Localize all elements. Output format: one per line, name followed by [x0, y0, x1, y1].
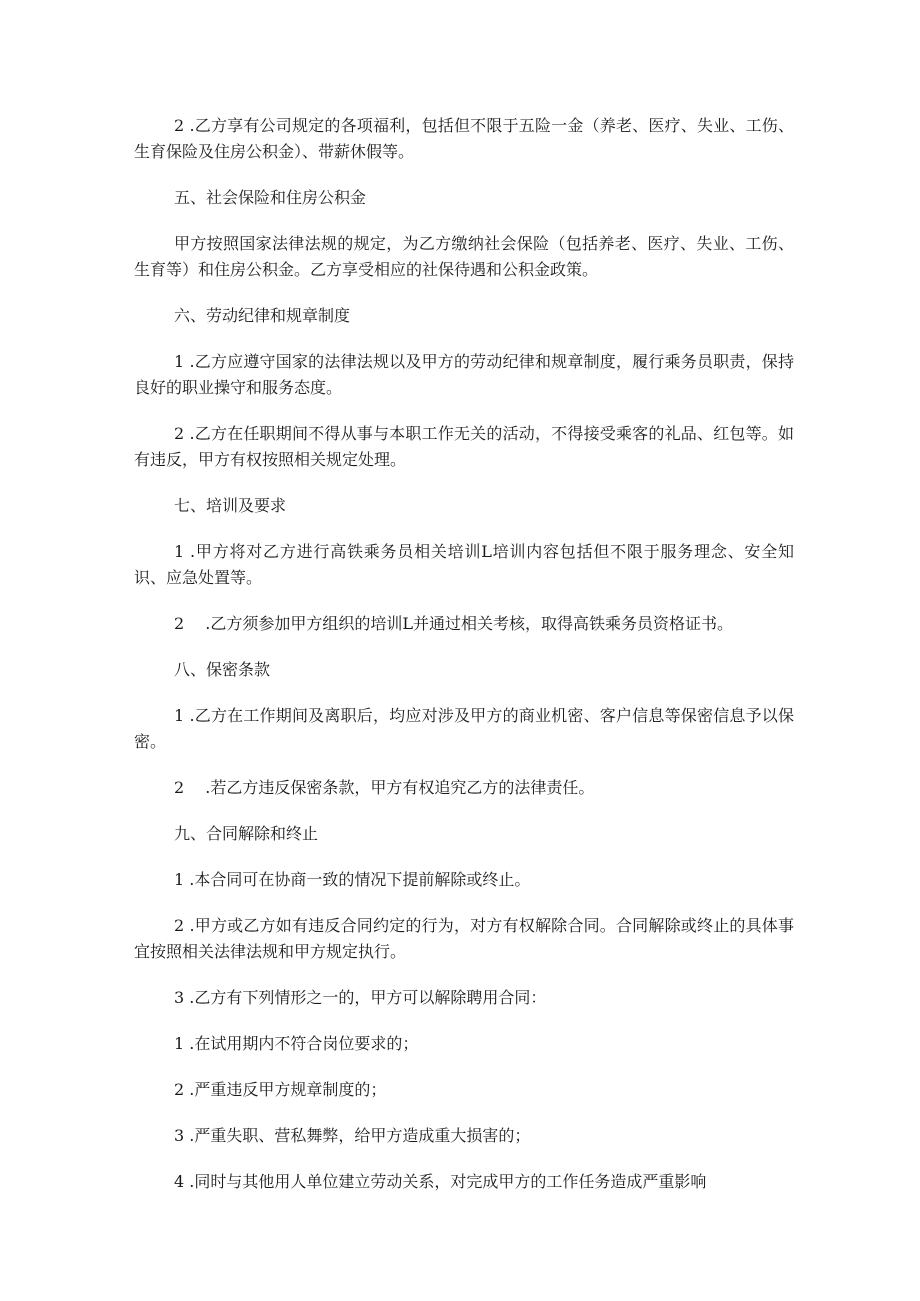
clause-termination-item-1: 1 .本合同可在协商一致的情况下提前解除或终止。 [174, 870, 531, 889]
termination-case-3: 3 .严重失职、营私舞弊，给甲方造成重大损害的； [174, 1126, 531, 1145]
clause-training-item-1: 1 .甲方将对乙方进行高铁乘务员相关培训L培训内容包括但不限于服务理念、安全知识、应急处置等。 [134, 542, 794, 587]
clause-termination-item-2: 2 .甲方或乙方如有违反合同约定的行为，对方有权解除合同。合同解除或终止的具体事宜按照相关法律法规和甲方规定执行。 [134, 916, 794, 961]
clause-discipline-item-2: 2 .乙方在任职期间不得从事与本职工作无关的活动，不得接受乘客的礼品、红包等。如有违反，甲方有权按照相关规定处理。 [134, 424, 794, 469]
clause-benefits-item-2: 2 .乙方享有公司规定的各项福利，包括但不限于五险一金（养老、医疗、失业、工伤、生育保险及住房公积金）、带薪休假等。 [134, 116, 794, 161]
clause-training-item-2: 2 .乙方须参加甲方组织的培训L并通过相关考核，取得高铁乘务员资格证书。 [174, 614, 733, 633]
termination-case-4: 4 .同时与其他用人单位建立劳动关系，对完成甲方的工作任务造成严重影响 [174, 1172, 707, 1191]
termination-case-2: 2 .严重违反甲方规章制度的； [174, 1080, 387, 1099]
section-heading-8: 八、保密条款 [174, 660, 271, 679]
clause-discipline-item-1: 1 .乙方应遵守国家的法律法规以及甲方的劳动纪律和规章制度，履行乘务员职责，保持良好的职业操守和服务态度。 [134, 352, 794, 397]
clause-confidentiality-item-2: 2 .若乙方违反保密条款，甲方有权追究乙方的法律责任。 [174, 778, 595, 797]
section-heading-9: 九、合同解除和终止 [174, 824, 319, 843]
section-heading-5: 五、社会保险和住房公积金 [174, 188, 367, 207]
clause-termination-item-3: 3 .乙方有下列情形之一的，甲方可以解除聘用合同： [174, 988, 547, 1007]
termination-case-1: 1 .在试用期内不符合岗位要求的； [174, 1034, 419, 1053]
document-body [134, 113, 794, 1215]
clause-confidentiality-item-1: 1 .乙方在工作期间及离职后，均应对涉及甲方的商业机密、客户信息等保密信息予以保密。 [134, 706, 794, 751]
section-heading-6: 六、劳动纪律和规章制度 [174, 306, 351, 325]
clause-social-insurance: 甲方按照国家法律法规的规定，为乙方缴纳社会保险（包括养老、医疗、失业、工伤、生育等）和住房公积金。乙方享受相应的社保待遇和公积金政策。 [134, 234, 794, 279]
section-heading-7: 七、培训及要求 [174, 496, 287, 515]
